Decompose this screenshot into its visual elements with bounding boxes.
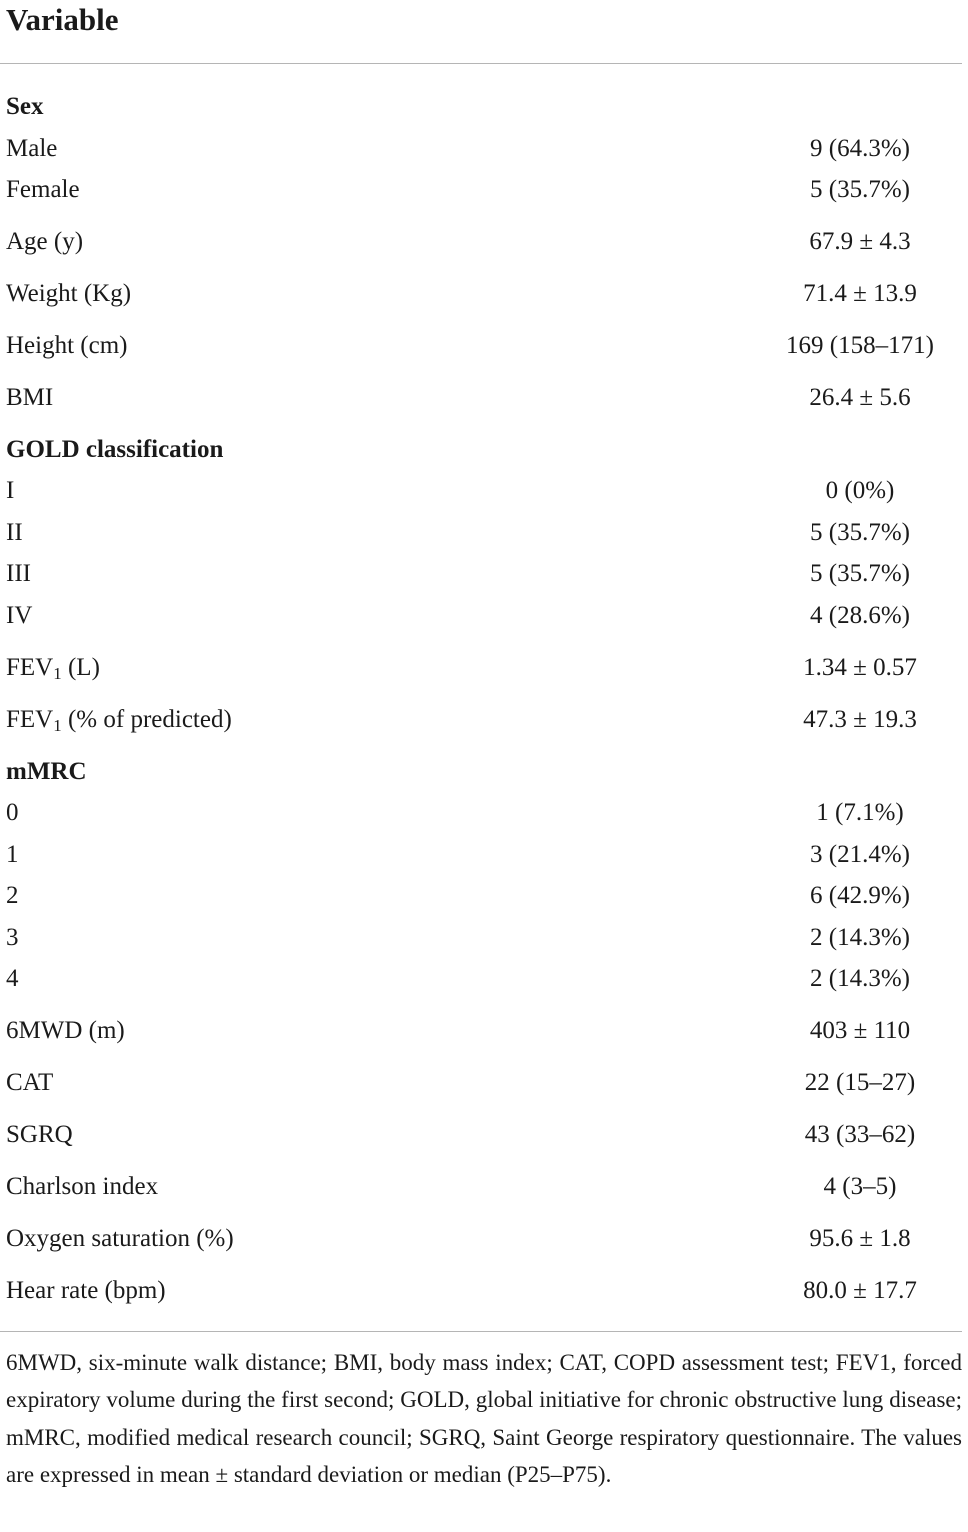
row-value: 22 (15–27) [804, 1069, 916, 1096]
row-label [6, 598, 32, 634]
row-label-text: Age (y) [6, 228, 84, 255]
table-row [0, 276, 962, 312]
row-label-text: Female [6, 176, 80, 203]
row-label-text: Sex [6, 93, 44, 120]
row-label [6, 1013, 125, 1049]
row-value: 80.0 ± 17.7 [803, 1277, 917, 1304]
row-label [6, 473, 14, 509]
table-row [0, 598, 962, 634]
row-value: 5 (35.7%) [810, 176, 910, 203]
row-label [6, 878, 19, 914]
section-row [0, 89, 962, 125]
row-label [6, 380, 53, 416]
row-value: 26.4 ± 5.6 [809, 384, 911, 411]
row-label-text: Hear rate (bpm) [6, 1277, 166, 1304]
row-label [6, 556, 31, 592]
table-row [0, 1169, 962, 1205]
row-value: 4 (3–5) [823, 1173, 897, 1200]
row-label [6, 961, 19, 997]
row-value: 0 (0%) [825, 477, 895, 504]
table-row [0, 380, 962, 416]
table-row [0, 837, 962, 873]
row-label [6, 1273, 166, 1309]
row-label-text: Male [6, 135, 58, 162]
row-label-text: III [6, 560, 31, 587]
table-row [0, 702, 962, 738]
row-label-text: IV [6, 602, 33, 629]
row-value: 95.6 ± 1.8 [809, 1225, 911, 1252]
row-label-suffix: (% of predicted) [61, 706, 232, 733]
section-row [0, 754, 962, 790]
table-row [0, 1065, 962, 1101]
row-label-text: GOLD classification [6, 436, 224, 463]
row-value: 43 (33–62) [804, 1121, 916, 1148]
table-row [0, 473, 962, 509]
row-label-text: 6MWD (m) [6, 1017, 125, 1044]
row-label [6, 837, 19, 873]
row-value: 6 (42.9%) [810, 882, 910, 909]
row-label-text: BMI [6, 384, 54, 411]
table-row [0, 961, 962, 997]
row-label-text: FEV [6, 654, 54, 681]
row-value: 1.34 ± 0.57 [803, 654, 917, 681]
row-label [6, 224, 83, 260]
section-row [0, 432, 962, 468]
row-value: 9 (64.3%) [810, 135, 910, 162]
table-row [0, 920, 962, 956]
row-label [6, 920, 19, 956]
row-value: 4 (28.6%) [810, 602, 910, 629]
row-label-text: II [6, 519, 23, 546]
table-header: Variable [6, 2, 119, 37]
table-row [0, 515, 962, 551]
section-label [6, 432, 223, 468]
row-label [6, 1117, 73, 1153]
table-row [0, 1273, 962, 1309]
section-label [6, 754, 87, 790]
table-row [0, 131, 962, 167]
row-label [6, 650, 100, 686]
table-row [0, 1117, 962, 1153]
row-value: 403 ± 110 [809, 1017, 911, 1044]
row-label-text: Charlson index [6, 1173, 159, 1200]
table-row [0, 1221, 962, 1257]
row-value: 2 (14.3%) [810, 924, 910, 951]
row-label [6, 131, 57, 167]
table-row [0, 878, 962, 914]
row-label [6, 1221, 234, 1257]
table-row [0, 556, 962, 592]
row-label-text: FEV [6, 706, 54, 733]
table-row [0, 795, 962, 831]
header-rule [0, 63, 962, 64]
row-label [6, 515, 23, 551]
table-row [0, 224, 962, 260]
row-label-subscript: 1 [53, 664, 62, 683]
row-label-text: SGRQ [6, 1121, 73, 1148]
row-label-suffix: (L) [61, 654, 100, 681]
row-label [6, 1065, 53, 1101]
row-value: 1 (7.1%) [816, 799, 904, 826]
row-value: 5 (35.7%) [810, 519, 910, 546]
table-row [0, 650, 962, 686]
row-label-text: 3 [6, 924, 19, 951]
row-label-text: Weight (Kg) [6, 280, 132, 307]
row-label-text: 1 [6, 841, 19, 868]
row-value: 169 (158–171) [786, 332, 934, 359]
row-label-text: 0 [6, 799, 19, 826]
row-label-text: Oxygen saturation (%) [6, 1225, 234, 1252]
row-label [6, 328, 127, 364]
row-label-text: CAT [6, 1069, 54, 1096]
row-label [6, 276, 131, 312]
row-label [6, 1169, 158, 1205]
table-row [0, 328, 962, 364]
row-label-text: I [6, 477, 15, 504]
row-value: 2 (14.3%) [810, 965, 910, 992]
table-footnote: 6MWD, six-minute walk distance; BMI, body mass index; CAT, COPD assessment test; FEV1, forced expiratory volume during the first second; GOLD, global initiative for chronic obstructive lung disease; mMRC, modified medical research council; SGRQ, Saint George respiratory questionnaire. The values are expressed in mean ± standard deviation or median (P25–P75). [6, 1350, 962, 1487]
table-row [0, 1013, 962, 1049]
section-label [6, 89, 44, 125]
table-row [0, 172, 962, 208]
row-label-text: Height (cm) [6, 332, 128, 359]
row-label-text: 2 [6, 882, 19, 909]
row-value: 47.3 ± 19.3 [803, 706, 917, 733]
row-label [6, 795, 19, 831]
row-value: 67.9 ± 4.3 [809, 228, 911, 255]
row-label-text: mMRC [6, 758, 87, 785]
row-label [6, 702, 232, 738]
row-value: 5 (35.7%) [810, 560, 910, 587]
row-label-subscript: 1 [53, 716, 62, 735]
bottom-rule [0, 1331, 962, 1332]
row-label [6, 172, 80, 208]
row-value: 71.4 ± 13.9 [803, 280, 917, 307]
row-value: 3 (21.4%) [810, 841, 910, 868]
row-label-text: 4 [6, 965, 19, 992]
